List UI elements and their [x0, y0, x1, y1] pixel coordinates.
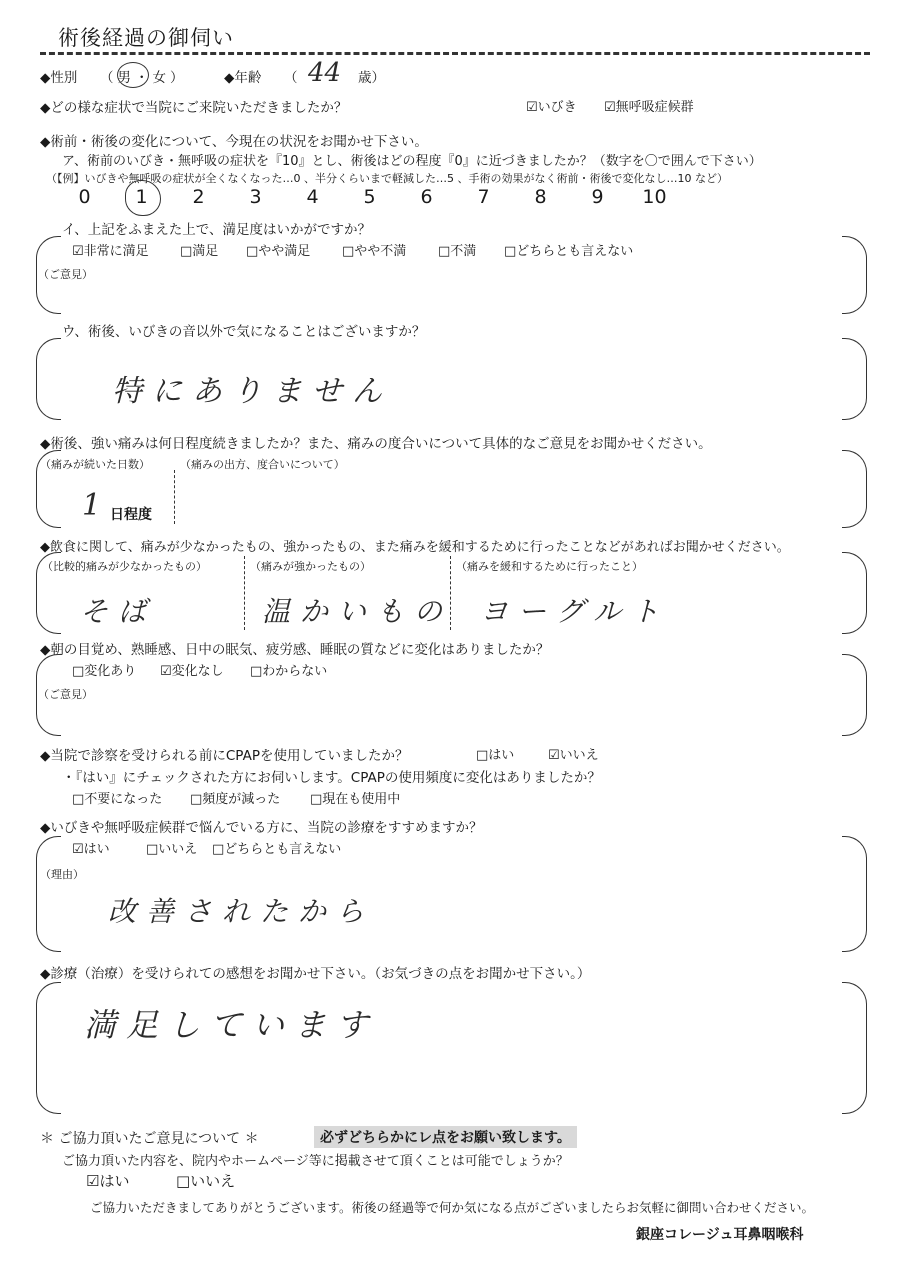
footer-thanks: ご協力いただきましてありがとうございます。術後の経過等で何か気になる点がございましたらお気軽に御問い合わせください。 — [90, 1200, 815, 1215]
pain-question: ◆術後、強い痛みは何日程度続きましたか？また、痛みの度合いについて具体的なご意見をお聞かせください。 — [40, 436, 712, 452]
cpap-question: ◆当院で診察を受けられる前にCPAPを使用していましたか？ — [40, 748, 409, 764]
other-bracket-right — [842, 338, 867, 420]
scale-4[interactable]: 4 — [306, 186, 319, 208]
scale-2[interactable]: 2 — [192, 186, 205, 208]
age-unit: 歳） — [358, 70, 385, 86]
change-example: （【例】いびきや無呼吸の症状が全くなくなった…0 、半分くらいまで軽減した…5 、手術の効果がなく術前・術後で変化なし…10 など） — [46, 172, 728, 185]
scale-0[interactable]: 0 — [78, 186, 91, 208]
satisfaction-bracket-right — [842, 236, 867, 314]
impression-bracket-left — [36, 982, 61, 1114]
symptom-question: ◆どの様な症状で当院にご来院いただきましたか？ — [40, 100, 348, 116]
food-bracket-right — [842, 552, 867, 634]
impression-answer[interactable]: 満足しています — [84, 1006, 379, 1044]
satisfaction-option-somewhat[interactable]: □やや満足 — [246, 244, 311, 259]
food-col1-value[interactable]: そば — [80, 595, 157, 628]
age-open-paren: （ — [284, 70, 298, 86]
symptom-option-snoring[interactable]: ☑いびき — [526, 100, 577, 115]
satisfaction-option-dissatisfied[interactable]: □不満 — [438, 244, 477, 259]
sex-options[interactable]: （男・女） — [100, 70, 188, 86]
satisfaction-question: イ、上記をふまえた上で、満足度はいかがですか？ — [62, 222, 372, 238]
food-question: ◆飲食に関して、痛みが少なかったもの、強かったもの、また痛みを緩和するために行ったことなどがあればお聞かせください。 — [40, 540, 790, 555]
recommend-option-no[interactable]: □いいえ — [146, 842, 198, 857]
pain-days-value[interactable]: 1 — [82, 488, 102, 523]
food-col1-label: （比較的痛みが少なかったもの） — [42, 560, 207, 573]
scale-1[interactable]: 1 — [135, 186, 148, 208]
satisfaction-option-very[interactable]: ☑非常に満足 — [72, 244, 149, 259]
footer-note-heading: ＊ ご協力頂いたご意見について ＊ — [40, 1131, 259, 1147]
scale-6[interactable]: 6 — [420, 186, 433, 208]
sleep-question: ◆朝の目覚め、熟睡感、日中の眠気、疲労感、睡眠の質などに変化はありましたか？ — [40, 642, 550, 658]
impression-bracket-right — [842, 982, 867, 1114]
scale-10[interactable]: 10 — [642, 186, 667, 208]
pain-bracket-right — [842, 450, 867, 528]
food-col3-label: （痛みを緩和するために行ったこと） — [456, 560, 643, 573]
cpap-option-no[interactable]: ☑いいえ — [548, 748, 599, 763]
footer-option-yes[interactable]: ☑はい — [86, 1172, 130, 1190]
age-label: ◆年齢 — [224, 70, 262, 86]
title-divider — [40, 52, 870, 55]
recommend-option-neutral[interactable]: □どちらとも言えない — [212, 842, 342, 857]
cpap-sub-option-reduced[interactable]: □頻度が減った — [190, 792, 281, 807]
sleep-comment-label: （ご意見） — [38, 688, 93, 701]
recommend-reason-label: （理由） — [40, 868, 84, 881]
satisfaction-option-somewhat-dis[interactable]: □やや不満 — [342, 244, 407, 259]
footer-option-no[interactable]: □いいえ — [176, 1172, 236, 1190]
clinic-name: 銀座コレージュ耳鼻咽喉科 — [636, 1227, 804, 1243]
other-answer[interactable]: 特にありません — [112, 374, 392, 409]
scale-7[interactable]: 7 — [477, 186, 490, 208]
sleep-option-unchanged[interactable]: ☑変化なし — [160, 664, 224, 679]
scale-8[interactable]: 8 — [534, 186, 547, 208]
impression-question: ◆診療（治療）を受けられての感想をお聞かせ下さい。（お気づきの点をお聞かせ下さい。） — [40, 966, 591, 982]
pain-divider — [174, 470, 175, 524]
sleep-option-unknown[interactable]: □わからない — [250, 664, 328, 679]
recommend-option-yes[interactable]: ☑はい — [72, 842, 110, 857]
age-value[interactable]: 44 — [308, 58, 342, 88]
sex-label: ◆性別 — [40, 70, 78, 86]
footer-note-required: 必ずどちらかにレ点をお願い致します。 — [314, 1126, 577, 1148]
satisfaction-option-satisfied[interactable]: □満足 — [180, 244, 219, 259]
other-question: ウ、術後、いびきの音以外で気になることはございますか？ — [62, 324, 426, 340]
scale-selected-circle — [125, 180, 161, 216]
pain-days-label: （痛みが続いた日数） — [40, 458, 150, 471]
pain-degree-label: （痛みの出方、度合いについて） — [180, 458, 345, 471]
satisfaction-comment-label: （ご意見） — [38, 268, 93, 281]
footer-publish-question: ご協力頂いた内容を、院内やホームページ等に掲載させて頂くことは可能でしょうか？ — [62, 1154, 569, 1169]
recommend-bracket-left — [36, 836, 61, 952]
food-col2-label: （痛みが強かったもの） — [250, 560, 371, 573]
scale-3[interactable]: 3 — [249, 186, 262, 208]
scale-5[interactable]: 5 — [363, 186, 376, 208]
cpap-option-yes[interactable]: □はい — [476, 748, 515, 763]
food-col3-value[interactable]: ヨーグルト — [480, 595, 670, 628]
recommend-bracket-right — [842, 836, 867, 952]
food-divider-1 — [244, 556, 245, 630]
sleep-bracket-right — [842, 654, 867, 736]
page-title: 術後経過の御伺い — [58, 26, 234, 50]
cpap-sub-option-unneeded[interactable]: □不要になった — [72, 792, 163, 807]
sex-selection-circle — [117, 62, 149, 88]
other-bracket-left — [36, 338, 61, 420]
recommend-reason-value[interactable]: 改善されたから — [108, 895, 375, 928]
change-heading: ◆術前・術後の変化について、今現在の状況をお聞かせ下さい。 — [40, 134, 428, 150]
pain-days-unit: 日程度 — [110, 507, 152, 523]
change-question-a: ア、術前のいびき・無呼吸の症状を『10』とし、術後はどの程度『0』に近づきましたか？（数字を〇で囲んで下さい） — [62, 154, 762, 169]
recommend-question: ◆いびきや無呼吸症候群で悩んでいる方に、当院の診療をすすめますか？ — [40, 820, 483, 836]
cpap-sub-question: ・『はい』にチェックされた方にお伺いします。CPAPの使用頻度に変化はありましたか？ — [62, 770, 601, 786]
sleep-option-changed[interactable]: □変化あり — [72, 664, 137, 679]
satisfaction-option-neutral[interactable]: □どちらとも言えない — [504, 244, 634, 259]
food-col2-value[interactable]: 温かいもの — [262, 595, 453, 628]
scale-9[interactable]: 9 — [591, 186, 604, 208]
symptom-option-apnea[interactable]: ☑無呼吸症候群 — [604, 100, 694, 115]
cpap-sub-option-still[interactable]: □現在も使用中 — [310, 792, 401, 807]
